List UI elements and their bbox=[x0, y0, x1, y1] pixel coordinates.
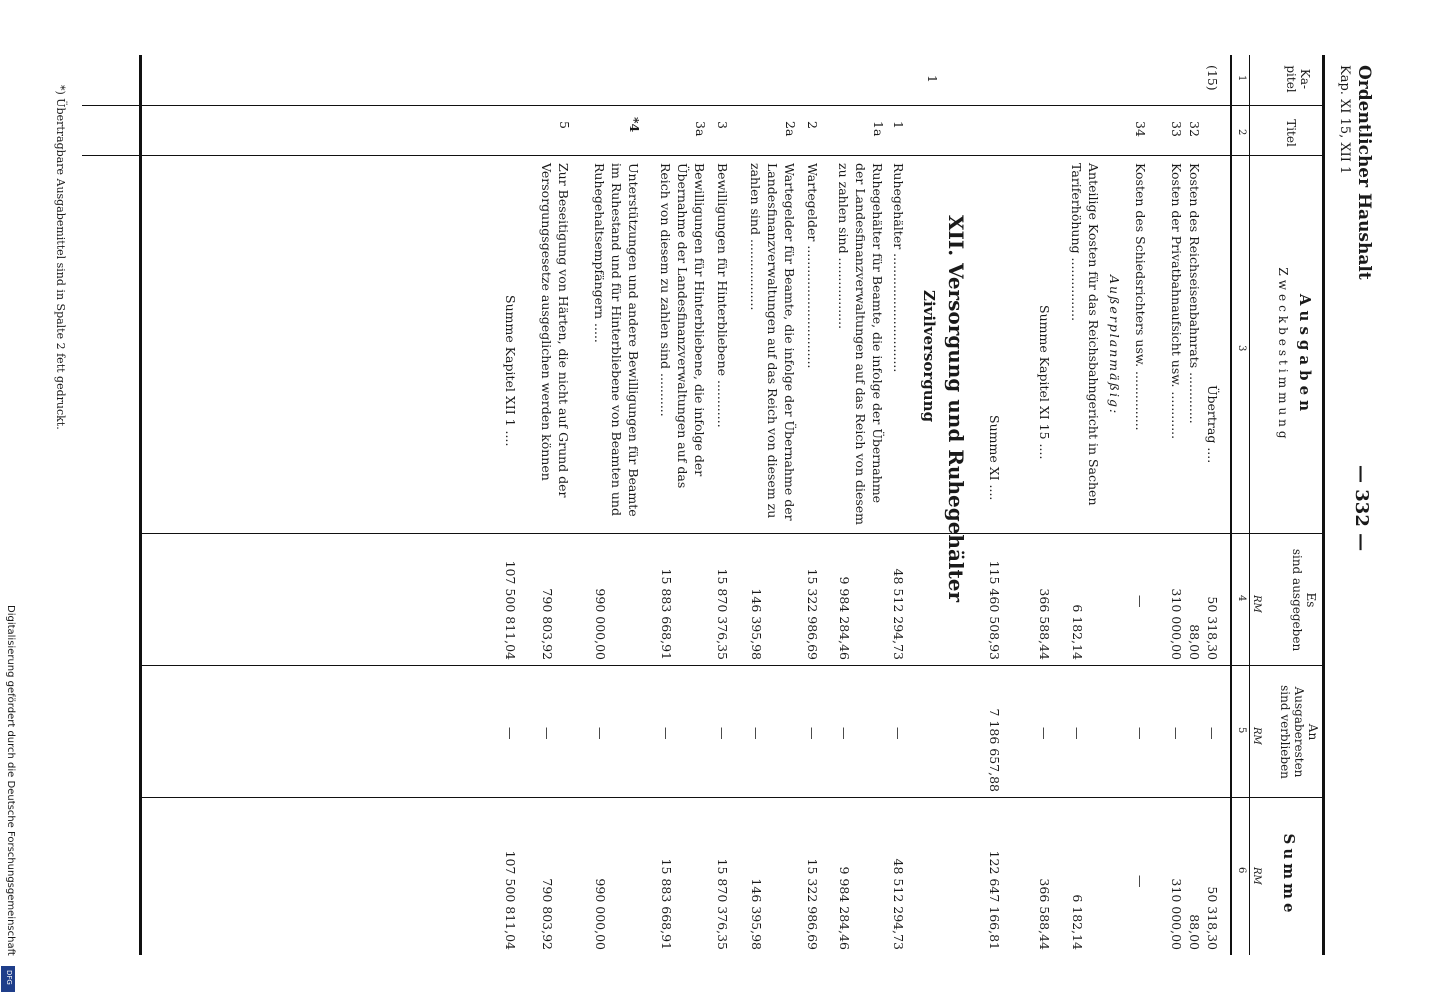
row-kapitel: (15) bbox=[1205, 65, 1220, 91]
row-c6: 366 588,44 bbox=[1037, 878, 1052, 950]
colnum-rule bbox=[1230, 55, 1232, 955]
row-c4: 115 460 508,93 bbox=[987, 560, 1002, 660]
row-c4: 146 395,98 bbox=[749, 588, 764, 660]
row-c5: — bbox=[1169, 727, 1184, 740]
row-titel: 1a bbox=[871, 121, 886, 137]
row-c5: — bbox=[1205, 727, 1220, 740]
row-c5: — bbox=[749, 727, 764, 740]
row-c4: 6 182,14 bbox=[1070, 604, 1085, 660]
row-c4: 48 512 294,73 bbox=[891, 568, 906, 660]
row-c5: 7 186 657,88 bbox=[987, 708, 1002, 792]
row-text: Summe Kapitel XII 1 .... bbox=[503, 295, 518, 447]
row-text: Ruhegehälter .............................. bbox=[891, 163, 906, 373]
row-c4: 15 883 668,91 bbox=[659, 568, 674, 660]
col-es-sind: Es sind ausgegeben bbox=[1290, 548, 1318, 652]
row-text: Bewilligungen für Hinterbliebene ............ bbox=[715, 163, 730, 428]
row-c5: — bbox=[503, 727, 518, 740]
row-text: Kosten des Reichseisenbahnrats ............. bbox=[1187, 163, 1202, 424]
row-c6: 15 322 986,69 bbox=[805, 858, 820, 950]
row-c4: 990 000,00 bbox=[593, 588, 608, 660]
col-rule-2 bbox=[82, 155, 1322, 156]
row-c5: — bbox=[540, 727, 555, 740]
row-text: Außerplanmäßig: bbox=[1107, 275, 1122, 416]
row-c6: 146 395,98 bbox=[749, 878, 764, 950]
row-titel: 33 bbox=[1169, 121, 1184, 137]
row-text: Bewilligungen für Hinterbliebene, die infolge der Übernahme der Landesfinanzverwaltungen auf das Reich von diesem zu zahlen sind ........... bbox=[658, 163, 707, 489]
rotated-table-page bbox=[100, 55, 1380, 955]
row-c6: 122 647 166,81 bbox=[987, 850, 1002, 950]
unit-rm-4: RM bbox=[1251, 595, 1262, 613]
row-titel: 3a bbox=[693, 121, 708, 137]
colnum-2: 2 bbox=[1236, 129, 1247, 136]
row-text: Kosten des Schiedsrichters usw. ............... bbox=[1133, 163, 1148, 431]
row-c6: — bbox=[1133, 875, 1148, 888]
row-text: Summe XI .... bbox=[987, 415, 1002, 501]
row-titel: 5 bbox=[557, 121, 572, 129]
row-c4: 366 588,44 bbox=[1037, 588, 1052, 660]
header-title: Ordentlicher Haushalt bbox=[1354, 65, 1374, 280]
header-chapter: Kap. XI 15, XII 1 bbox=[1337, 65, 1352, 175]
row-c6: 15 870 376,35 bbox=[715, 858, 730, 950]
row-c4: 15 322 986,69 bbox=[805, 568, 820, 660]
row-c5: — bbox=[891, 727, 906, 740]
row-c6: 6 182,14 bbox=[1070, 894, 1085, 950]
colnum-1: 1 bbox=[1236, 75, 1247, 82]
row-c6: 15 883 668,91 bbox=[659, 858, 674, 950]
row-kapitel: 1 bbox=[925, 75, 940, 83]
colnum-5: 5 bbox=[1236, 727, 1247, 734]
row-c5: — bbox=[593, 727, 608, 740]
row-c6: 790 803,92 bbox=[540, 878, 555, 950]
section-title: XII. Versorgung und Ruhegehälter bbox=[944, 215, 968, 603]
unit-rm-5: RM bbox=[1251, 727, 1262, 745]
row-c5: — bbox=[659, 727, 674, 740]
row-text: Summe Kapitel XI 15 .... bbox=[1037, 305, 1052, 460]
digitization-notice-text: Digitalisierung gefördert durch die Deutsche Forschungsgemeinschaft bbox=[5, 605, 16, 956]
row-c6: 310 000,00 bbox=[1169, 878, 1184, 950]
digitization-notice bbox=[4, 605, 18, 995]
row-c4: 107 500 811,04 bbox=[503, 560, 518, 660]
col-kapitel: Ka- pitel bbox=[1284, 65, 1312, 93]
page-number: — 332 — bbox=[1351, 465, 1372, 552]
page-header bbox=[1330, 55, 1380, 955]
row-titel: *4 bbox=[627, 117, 642, 133]
row-c5: — bbox=[715, 727, 730, 740]
row-c5: — bbox=[1070, 727, 1085, 740]
row-text: Kosten der Privatbahnaufsicht usw. ............ bbox=[1169, 163, 1184, 440]
row-c4: 310 000,00 bbox=[1169, 588, 1184, 660]
row-titel: 32 bbox=[1187, 121, 1202, 137]
col-zweck: Zweckbestimmung bbox=[1276, 267, 1290, 443]
colnum-3: 3 bbox=[1236, 345, 1247, 352]
subsection-title: Zivilversorgung bbox=[920, 290, 938, 423]
row-text: Zur Beseitigung von Härten, die nicht auf Grund der Versorgungsgesetze ausgeglichen werden können bbox=[539, 163, 571, 498]
col-rule-4 bbox=[142, 665, 1322, 666]
row-c4: 50 318,30 bbox=[1205, 596, 1220, 660]
row-titel: 1 bbox=[891, 121, 906, 129]
row-c5: — bbox=[1133, 727, 1148, 740]
row-text: Wartegelder ............................... bbox=[805, 163, 820, 369]
row-titel: 2 bbox=[805, 121, 820, 129]
row-c4: 15 870 376,35 bbox=[715, 568, 730, 660]
footnote-text: *) Übertragbare Ausgabemittel sind in Spalte 2 fett gedruckt. bbox=[54, 85, 67, 430]
row-c4: 9 984 284,46 bbox=[837, 576, 852, 660]
row-titel: 2a bbox=[783, 121, 798, 137]
row-c5: — bbox=[805, 727, 820, 740]
table-top-rule bbox=[1322, 55, 1325, 955]
row-text: Unterstützungen und andere Bewilligungen für Beamte im Ruhestand und für Hinterbliebene von Beamten und Ruhegehaltsempfängern ..... bbox=[592, 163, 641, 517]
row-titel: 34 bbox=[1133, 121, 1148, 137]
colnum-6: 6 bbox=[1236, 867, 1247, 874]
col-rule-1 bbox=[82, 105, 1322, 106]
row-c6: 50 318,30 bbox=[1205, 886, 1220, 950]
row-c6: 48 512 294,73 bbox=[891, 858, 906, 950]
row-c6: 9 984 284,46 bbox=[837, 866, 852, 950]
row-c6: 107 500 811,04 bbox=[503, 850, 518, 950]
row-text: Anteilige Kosten für das Reichsbahngericht in Sachen Tariferhöhung ................ bbox=[1069, 163, 1101, 506]
col-titel: Titel bbox=[1284, 119, 1298, 147]
row-c4: 88,00 bbox=[1187, 624, 1202, 660]
col-ausgaben: Ausgaben bbox=[1296, 293, 1314, 417]
col-ausgabereste: An Ausgaberesten sind verblieben bbox=[1278, 685, 1320, 779]
unit-rm-6: RM bbox=[1251, 867, 1262, 885]
colnum-4: 4 bbox=[1236, 595, 1247, 602]
row-titel: 3 bbox=[715, 121, 730, 129]
dfg-logo: DFG bbox=[1, 966, 15, 992]
header-rule bbox=[1249, 55, 1250, 955]
row-c6: 88,00 bbox=[1187, 914, 1202, 950]
row-c4: 790 803,92 bbox=[540, 588, 555, 660]
col-summe: Summe bbox=[1280, 833, 1298, 917]
row-text: Wartegelder für Beamte, die infolge der Übernahme der Landesfinanzverwaltungen auf das Reich von diesem zu zahlen sind .................. bbox=[748, 163, 797, 521]
col-rule-5 bbox=[142, 797, 1322, 798]
col-rule-3 bbox=[142, 533, 1322, 534]
row-c5: — bbox=[837, 727, 852, 740]
row-text: Übertrag .... bbox=[1205, 385, 1220, 464]
row-c5: — bbox=[1037, 727, 1052, 740]
table-bottom-rule bbox=[139, 55, 142, 955]
row-c4: — bbox=[1133, 595, 1148, 608]
row-c6: 990 000,00 bbox=[593, 878, 608, 950]
row-text: Ruhegehälter für Beamte, die infolge der Übernahme der Landesfinanzverwaltungen auf das Reich von diesem zu zahlen sind .................. bbox=[836, 163, 885, 526]
